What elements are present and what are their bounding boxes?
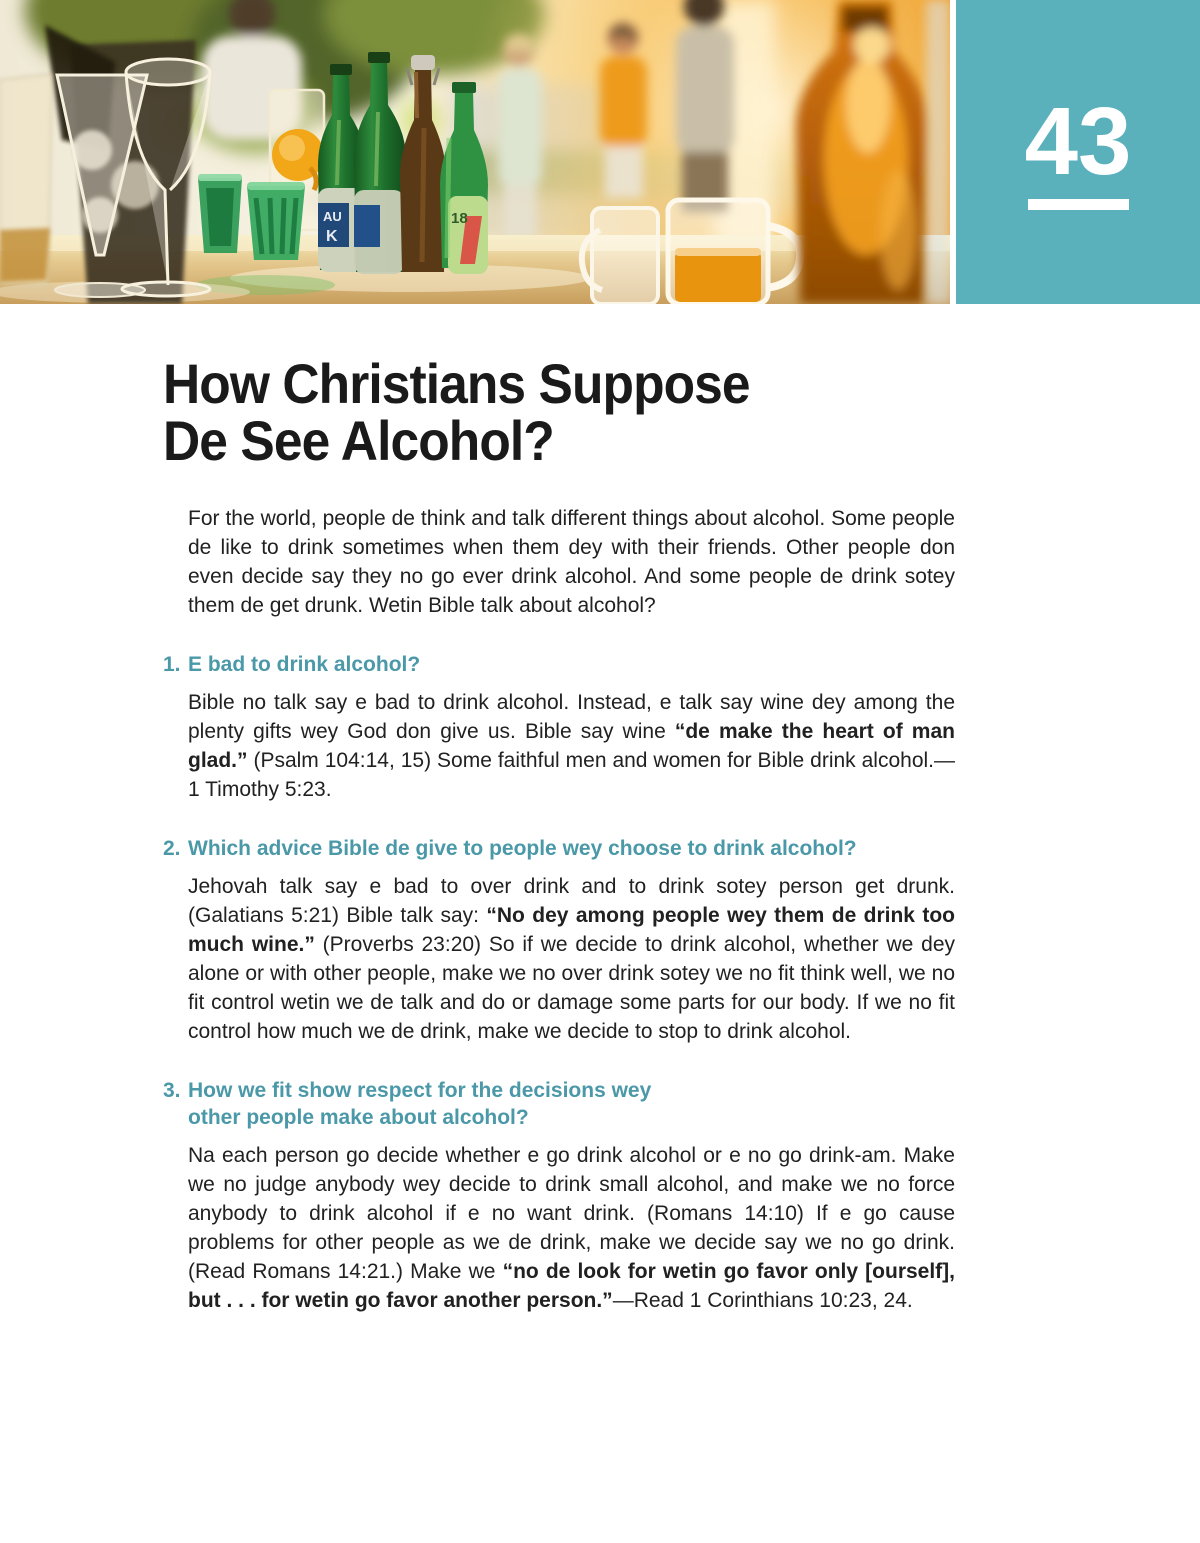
section-2-paragraph <box>188 872 955 1046</box>
page-title-line2: De See Alcohol? <box>163 409 554 472</box>
section-3-paragraph <box>188 1141 955 1315</box>
section-2-text: Jehovah talk say e bad to over drink and to drink sotey person get drunk. (Galatians 5:21) Bible talk say: <box>188 875 955 927</box>
section-3-scripture-quote: “no de look for wetin go favor only [ourself], but . . . for wetin go favor another person.” <box>188 1260 956 1312</box>
section-3-heading <box>163 1077 955 1131</box>
section-2-number: 2. <box>163 837 181 860</box>
section-1-number: 1. <box>163 653 181 676</box>
beer-mugs <box>582 200 800 304</box>
section-1-heading-text: E bad to drink alcohol? <box>188 653 421 676</box>
page-title-line1: How Christians Suppose <box>163 352 750 415</box>
section-1 <box>163 651 955 804</box>
header-photo <box>0 0 950 304</box>
section-1-paragraph <box>188 688 955 804</box>
page-title <box>163 352 892 472</box>
lesson-content <box>163 352 956 1315</box>
bottle-label-text-1: AU <box>323 209 342 224</box>
lesson-number-badge <box>956 0 1200 304</box>
section-3-number: 3. <box>163 1079 181 1102</box>
header <box>0 0 1200 304</box>
section-3-heading-line1: How we fit show respect for the decisions wey <box>188 1079 652 1102</box>
bottle-label-text-2: K <box>326 228 338 245</box>
lesson-number: 43 <box>1024 88 1132 195</box>
section-3-heading-line2: other people make about alcohol? <box>188 1106 529 1129</box>
section-1-text-end: (Psalm 104:14, 15) Some faithful men and women for Bible drink alcohol.—1 Timothy 5:23. <box>188 749 955 801</box>
section-1-heading <box>163 651 955 678</box>
header-photo-illustration <box>0 0 950 304</box>
section-1-text: Bible no talk say e bad to drink alcohol. Instead, e talk say wine dey among the plenty gifts wey God don give us. Bible say wine <box>188 691 955 743</box>
section-1-scripture-quote: “de make the heart of man glad.” <box>188 720 955 772</box>
section-2-text-end: (Proverbs 23:20) So if we decide to drink alcohol, whether we dey alone or with other people, make we no over drink sotey we no fit think well, we no fit control wetin we de talk and do or damage some parts for our body. If we no fit control how much we de drink, make we decide to stop to drink alcohol. <box>188 933 955 1043</box>
section-3 <box>163 1077 955 1315</box>
section-3-text: Na each person go decide whether e go drink alcohol or e no go drink-am. Make we no judge anybody wey decide to drink small alcohol, and make we no force anybody to drink alcohol if e no want drink. (Romans 14:10) If e go cause problems for other people as we de drink, make we decide say we no go drink. (Read Romans 14:21.) Make we <box>188 1144 955 1283</box>
photo-right-edge <box>926 0 950 304</box>
bottle-label-text-3: 18 <box>451 210 468 227</box>
section-3-text-end: —Read 1 Corinthians 10:23, 24. <box>612 1289 913 1312</box>
section-2-scripture-quote: “No dey among people wey them de drink too much wine.” <box>188 904 956 956</box>
section-2-heading-text: Which advice Bible de give to people wey choose to drink alcohol? <box>188 837 857 860</box>
intro-paragraph: For the world, people de think and talk different things about alcohol. Some people de like to drink sometimes when them dey with their friends. Other people don even decide say they no go ever drink alcohol. And some people de drink sotey them de get drunk. Wetin Bible talk about alcohol? <box>188 507 955 617</box>
section-2 <box>163 835 955 1046</box>
section-3-heading-text <box>188 1079 651 1129</box>
section-2-heading <box>163 835 955 862</box>
lesson-number-underline <box>1028 199 1129 210</box>
